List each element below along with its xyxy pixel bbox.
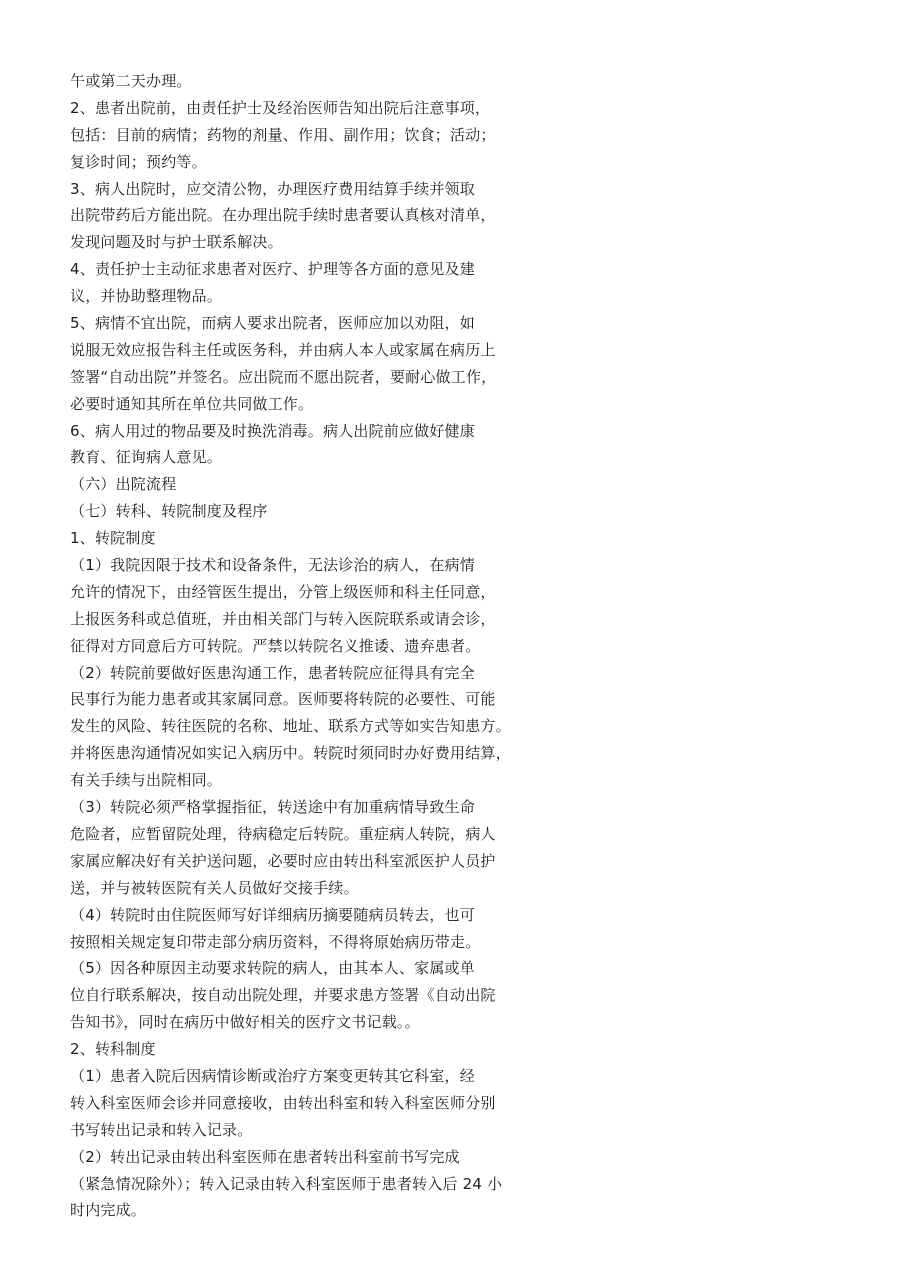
- text-line: 时内完成。: [70, 1201, 147, 1220]
- text-line: 危险者，应暂留院处理，待病稳定后转院。重症病人转院，病人: [70, 824, 496, 843]
- text-line: （1）患者入院后因病情诊断或治疗方案变更转其它科室，经: [70, 1066, 475, 1085]
- text-line: 并将医患沟通情况如实记入病历中。转院时须同时办好费用结算，: [70, 744, 511, 763]
- document-body: [70, 68, 540, 1224]
- text-line: （1）我院因限于技术和设备条件，无法诊治的病人，在病情: [70, 556, 475, 575]
- text-line: （4）转院时由住院医师写好详细病历摘要随病员转去，也可: [70, 905, 475, 924]
- text-line: 必要时通知其所在单位共同做工作。: [70, 394, 314, 413]
- text-line: 告知书》，同时在病历中做好相关的医疗文书记载。。: [70, 1013, 420, 1032]
- text-line: （3）转院必须严格掌握指征，转送途中有加重病情导致生命: [70, 798, 475, 817]
- text-line: 送，并与被转医院有关人员做好交接手续。: [70, 878, 359, 897]
- text-line: 有关手续与出院相同。: [70, 771, 223, 790]
- text-line: 签署“自动出院”并签名。应出院而不愿出院者，要耐心做工作，: [70, 367, 497, 386]
- text-line: 午或第二天办理。: [70, 72, 192, 90]
- text-line: 议，并协助整理物品。: [70, 287, 223, 306]
- text-line: 发现问题及时与护士联系解决。: [70, 233, 283, 252]
- subsection-heading: 1、转院制度: [70, 529, 156, 548]
- text-line: 包括：目前的病情；药物的剂量、作用、副作用；饮食；活动；: [70, 125, 496, 144]
- text-line: 民事行为能力患者或其家属同意。医师要将转院的必要性、可能: [70, 690, 496, 709]
- text-line: 按照相关规定复印带走部分病历资料，不得将原始病历带走。: [70, 932, 481, 951]
- text-line: 4、责任护士主动征求患者对医疗、护理等各方面的意见及建: [70, 260, 475, 279]
- text-line: 教育、征询病人意见。: [70, 448, 223, 467]
- text-line: 位自行联系解决，按自动出院处理，并要求患方签署《自动出院: [70, 986, 496, 1005]
- text-line: 说服无效应报告科主任或医务科，并由病人本人或家属在病历上: [70, 340, 496, 359]
- text-line: （紧急情况除外）；转入记录由转入科室医师于患者转入后 24 小: [70, 1174, 503, 1193]
- text-line: 允许的情况下，由经管医生提出，分管上级医师和科主任同意，: [70, 582, 496, 601]
- subsection-heading: 2、转科制度: [70, 1040, 156, 1059]
- section-heading: （七）转科、转院制度及程序: [70, 502, 268, 521]
- text-line: 出院带药后方能出院。在办理出院手续时患者要认真核对清单，: [70, 206, 496, 225]
- text-line: 家属应解决好有关护送问题，必要时应由转出科室派医护人员护: [70, 851, 496, 870]
- text-line: 2、患者出院前，由责任护士及经治医师告知出院后注意事项，: [70, 98, 491, 117]
- text-line: 上报医务科或总值班，并由相关部门与转入医院联系或请会诊，: [70, 609, 496, 628]
- text-line: 转入科室医师会诊并同意接收，由转出科室和转入科室医师分别: [70, 1093, 496, 1112]
- text-line: 3、病人出院时，应交清公物，办理医疗费用结算手续并领取: [70, 179, 475, 198]
- text-line: （5）因各种原因主动要求转院的病人，由其本人、家属或单: [70, 959, 475, 978]
- text-line: （2）转院前要做好医患沟通工作，患者转院应征得具有完全: [70, 663, 475, 682]
- section-heading: （六）出院流程: [70, 475, 177, 494]
- text-line: 6、病人用过的物品要及时换洗消毒。病人出院前应做好健康: [70, 421, 475, 440]
- text-line: 书写转出记录和转入记录。: [70, 1120, 253, 1139]
- text-line: 征得对方同意后方可转院。严禁以转院名义推诿、遗弃患者。: [70, 636, 481, 655]
- text-line: （2）转出记录由转出科室医师在患者转出科室前书写完成: [70, 1147, 460, 1166]
- text-line: 5、病情不宜出院，而病人要求出院者，医师应加以劝阻，如: [70, 314, 475, 333]
- text-line: 发生的风险、转往医院的名称、地址、联系方式等如实告知患方。: [70, 717, 511, 736]
- text-line: 复诊时间；预约等。: [70, 152, 207, 171]
